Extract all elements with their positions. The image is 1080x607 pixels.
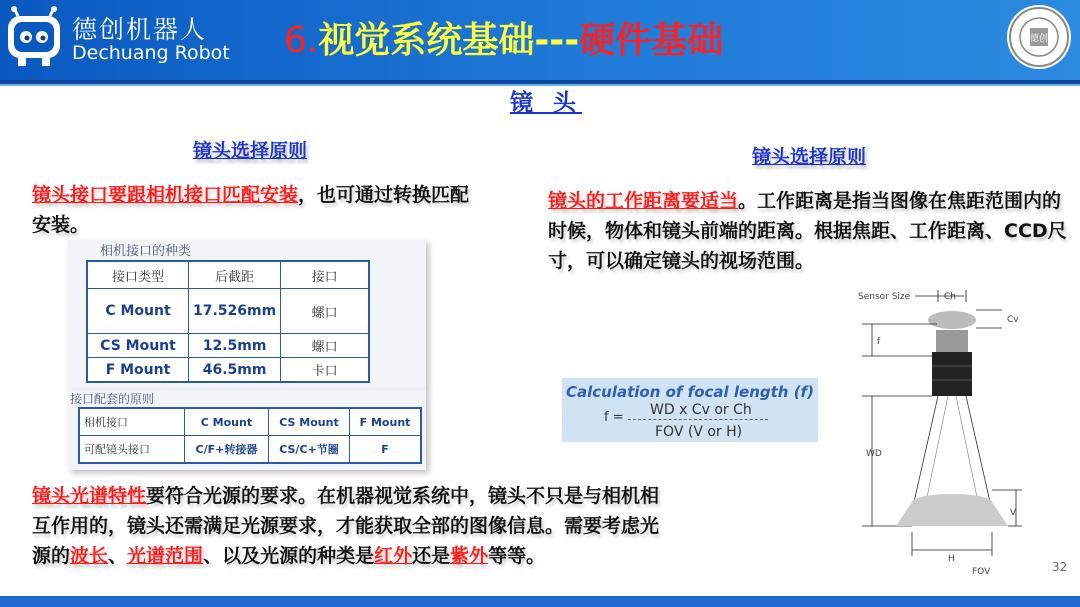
sensor-shape (928, 311, 976, 329)
table-cell: F Mount (350, 408, 421, 436)
mount-table-caption: 相机接口的种类 (100, 244, 192, 259)
highlight-spectrum-range: 光谱范围 (127, 545, 204, 567)
table-cell: 相机接口 (79, 408, 185, 436)
formula-fraction-line (628, 419, 768, 420)
table-cell: 可配镜头接口 (79, 436, 185, 464)
diagram-label-ch: Ch (944, 292, 956, 302)
svg-text:德创: 德创 (1029, 34, 1049, 44)
highlight-wavelength: 波长 (70, 545, 109, 567)
school-seal-icon (1006, 4, 1072, 70)
text-segment: 还是 (412, 545, 451, 567)
table-cell: F Mount (87, 358, 189, 383)
table-header: 接口类型 (87, 261, 189, 289)
formula-numerator: WD x Cv or Ch (650, 402, 752, 418)
footer-bar (0, 596, 1080, 607)
left-paragraph-1-highlight: 镜头接口要跟相机接口匹配安装 (32, 184, 299, 206)
matching-table-caption: 接口配套的原则 (70, 392, 155, 406)
slide-title (284, 12, 723, 63)
formula-denominator: FOV (V or H) (655, 424, 743, 440)
section-title: 镜 头 (510, 90, 583, 116)
right-heading: 镜头选择原则 (752, 146, 867, 168)
table-cell: 46.5mm (189, 358, 281, 383)
title-number: 6. (284, 20, 319, 61)
table-cell: 卡口 (281, 358, 369, 383)
table-header: 接口 (281, 261, 369, 289)
mount-matching-table (78, 407, 422, 464)
page-number: 32 (1052, 560, 1068, 574)
left-paragraph-2 (32, 481, 672, 571)
table-cell: CS Mount (268, 408, 349, 436)
table-row (87, 334, 369, 358)
table-cell: 螺口 (281, 289, 369, 334)
left-paragraph-1-text: ，也可通过转换匹配安装。 (32, 184, 470, 236)
table-cell: F (350, 436, 421, 464)
object-shape (896, 502, 1008, 526)
lens-fov-diagram (852, 280, 1032, 580)
title-main: 视觉系统基础--- (318, 20, 580, 61)
table-cell: CS Mount (87, 334, 189, 358)
lens-body (932, 352, 972, 396)
diagram-label-cv: Cv (1007, 315, 1019, 325)
table-row (79, 408, 421, 436)
formula-title: Calculation of focal length (f) (566, 383, 814, 401)
table-cell: C/F+转接器 (185, 436, 269, 464)
text-segment: 等等。 (488, 545, 546, 567)
diagram-label-wd: WD (866, 449, 882, 459)
table-cell: CS/C+节圈 (268, 436, 349, 464)
diagram-label-f: f (877, 337, 881, 347)
mount-types-table (86, 260, 370, 383)
text-segment: 要符合光源的要求。在机器视觉系统中，镜头不只是与相机相互作用的，镜头还需满足光源要求，才能获取全部的图像信息。需要考虑光源的 (32, 485, 660, 567)
highlight-infrared: 红外 (374, 545, 413, 567)
logo-chinese-name: 德创机器人 (72, 15, 208, 44)
right-paragraph-highlight: 镜头的工作距离要适当 (548, 190, 739, 212)
formula-lhs: f = (604, 410, 624, 425)
diagram-label-fov: FOV (972, 567, 991, 577)
table-header: 后截距 (189, 261, 281, 289)
table-cell: 12.5mm (189, 334, 281, 358)
robot-logo-icon (4, 6, 64, 68)
right-paragraph-text: 。工作距离是指当图像在焦距范围内的时候，物体和镜头前端的距离。根据焦距、工作距离、CCD尺寸，可以确定镜头的视场范围。 (548, 190, 1067, 272)
table-cell: 17.526mm (189, 289, 281, 334)
right-paragraph (548, 186, 1076, 276)
highlight-ultraviolet: 紫外 (450, 545, 489, 567)
diagram-label-h: H (948, 554, 955, 564)
diagram-label-v: V (1010, 508, 1017, 518)
left-heading: 镜头选择原则 (193, 140, 308, 162)
table-row (87, 261, 369, 289)
table-row (87, 358, 369, 383)
table-cell: C Mount (185, 408, 269, 436)
title-highlight: 硬件基础 (579, 20, 724, 61)
text-segment: 、 (108, 545, 128, 567)
lens-ring (936, 330, 968, 352)
logo-english-name: Dechuang Robot (72, 42, 230, 64)
table-row (79, 436, 421, 464)
diagram-label-sensor: Sensor Size (858, 292, 911, 302)
table-cell: 螺口 (281, 334, 369, 358)
left-paragraph-1 (32, 180, 472, 240)
highlight-spectral: 镜头光谱特性 (32, 485, 147, 507)
table-cell: C Mount (87, 289, 189, 334)
table-row (87, 289, 369, 334)
text-segment: 、以及光源的种类是 (203, 545, 375, 567)
